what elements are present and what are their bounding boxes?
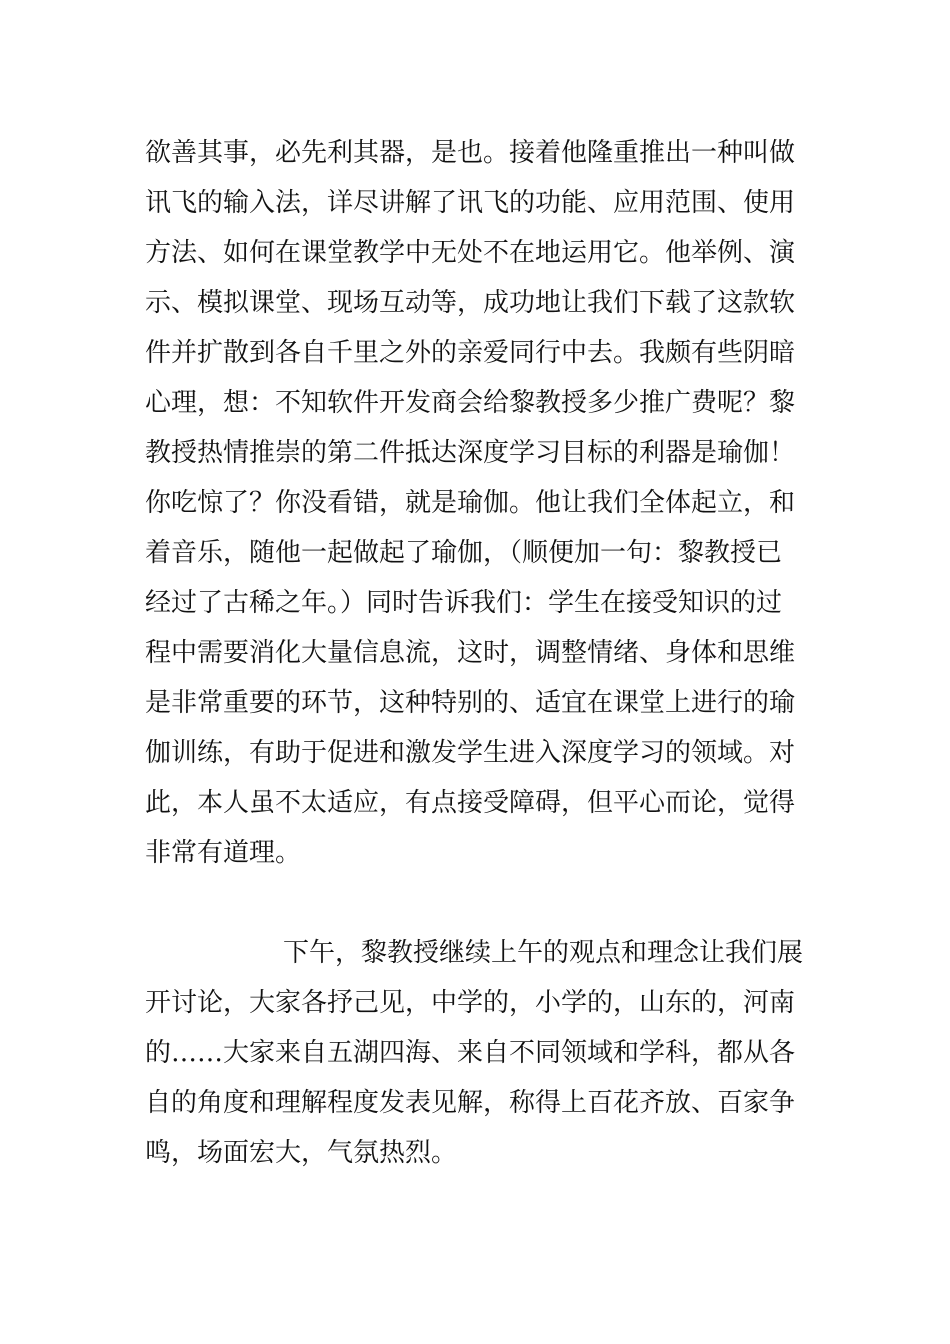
text-line: 的……大家来自五湖四海、来自不同领域和学科，都从各 <box>145 1038 796 1068</box>
text-line: 心理，想：不知软件开发商会给黎教授多少推广费呢？黎 <box>145 388 796 418</box>
text-line: 欲善其事，必先利其器，是也。接着他隆重推出一种叫做 <box>145 138 796 168</box>
text-line: 教授热情推崇的第二件抵达深度学习目标的利器是瑜伽！ <box>145 438 796 468</box>
text-line: 伽训练，有助于促进和激发学生进入深度学习的领域。对 <box>145 738 796 768</box>
text-line: 着音乐，随他一起做起了瑜伽，（顺便加一句：黎教授已 <box>145 538 783 568</box>
text-line: 方法、如何在课堂教学中无处不在地运用它。他举例、演 <box>145 238 796 268</box>
paragraph-1 <box>145 128 815 878</box>
text-line: 程中需要消化大量信息流，这时，调整情绪、身体和思维 <box>145 638 796 668</box>
text-line: 开讨论，大家各抒己见，中学的，小学的，山东的，河南 <box>145 988 796 1018</box>
text-line: 你吃惊了？你没看错，就是瑜伽。他让我们全体起立，和 <box>145 488 796 518</box>
text-line: 自的角度和理解程度发表见解，称得上百花齐放、百家争 <box>145 1088 796 1118</box>
text-line-indented: 下午，黎教授继续上午的观点和理念让我们展 <box>283 938 804 968</box>
text-line: 非常有道理。 <box>145 838 302 868</box>
text-line: 经过了古稀之年。）同时告诉我们：学生在接受知识的过 <box>145 588 783 618</box>
text-line: 件并扩散到各自千里之外的亲爱同行中去。我颇有些阴暗 <box>145 338 796 368</box>
paragraph-2 <box>145 928 815 1178</box>
text-line: 讯飞的输入法，详尽讲解了讯飞的功能、应用范围、使用 <box>145 188 796 218</box>
text-line: 此，本人虽不太适应，有点接受障碍，但平心而论，觉得 <box>145 788 796 818</box>
text-line: 鸣，场面宏大，气氛热烈。 <box>145 1138 458 1168</box>
text-line: 示、模拟课堂、现场互动等，成功地让我们下载了这款软 <box>145 288 796 318</box>
text-line: 是非常重要的环节，这种特别的、适宜在课堂上进行的瑜 <box>145 688 796 718</box>
